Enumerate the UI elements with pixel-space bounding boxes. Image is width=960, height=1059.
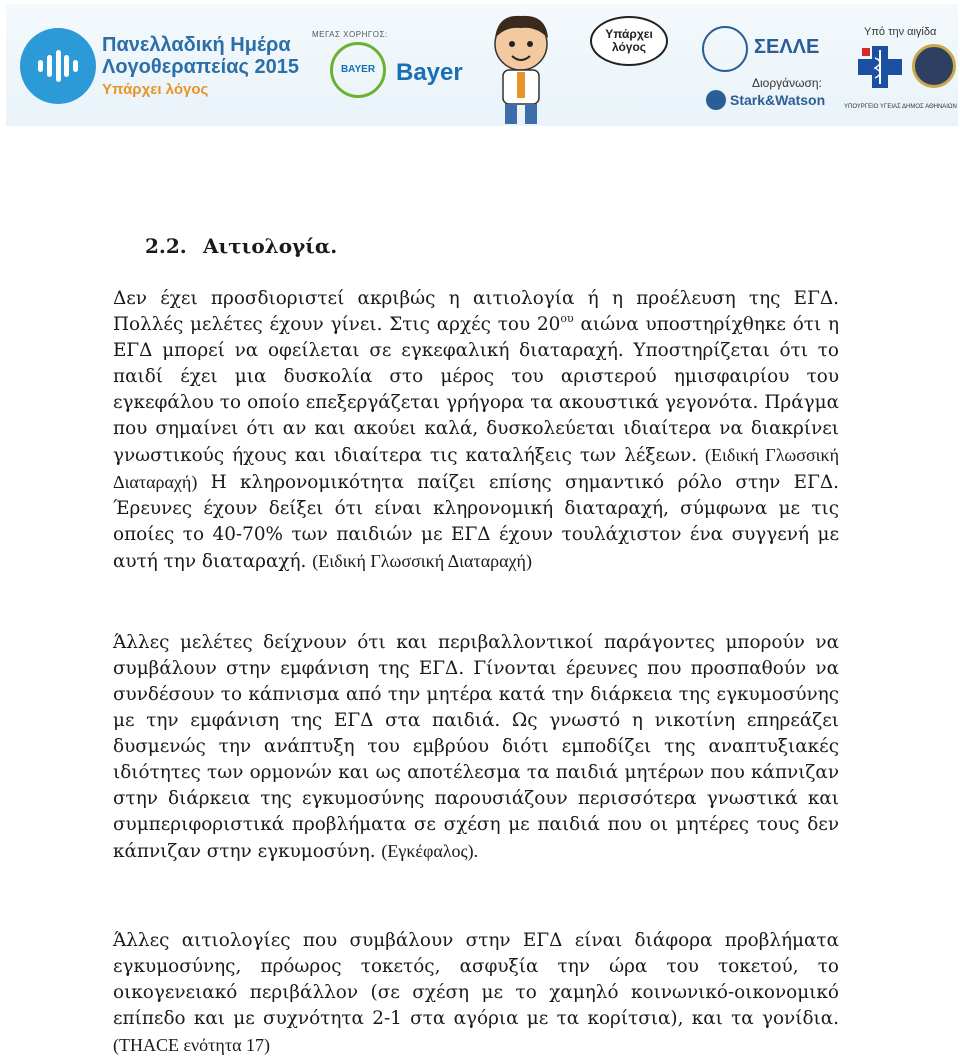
section-number: 2.2.: [145, 234, 187, 258]
bayer-cross-logo-icon: BAYER: [330, 42, 386, 98]
section-heading: [145, 234, 337, 258]
bayer-wordmark: Bayer: [396, 59, 463, 86]
event-tagline: Υπάρχει λόγος: [102, 81, 209, 98]
speech-bubble: Υπάρχει λόγος: [590, 16, 668, 66]
event-title: Πανελλαδική Ημέρα Λογοθεραπείας 2015: [102, 34, 299, 78]
citation: (Ειδική Γλωσσική Διαταραχή): [312, 551, 532, 571]
starkwatson-logo-icon: [706, 90, 726, 110]
paragraph-text: αιώνα υποστηρίχθηκε ότι η ΕΓΔ μπορεί να οφείλεται σε εγκεφαλική διαταραχή. Υποστηρίζεται ότι το παιδί έχει μια δυσκολία στο μέρος του αριστερού ημισφαιρίου του εγκεφάλου το οποίο επεξεργάζεται γρήγορα τα ακουστικά γεγονότα. Πράγμα που σημαίνει ότι αν και ακούει καλά, δυσκολεύεται ιδιαίτερα να διακρίνει γνωστικούς ήχους και ιδιαίτερα τις καταλήξεις των λέξεων.: [113, 314, 839, 466]
speech-bars-logo-icon: [20, 28, 96, 104]
selle-wordmark: ΣΕΛΛΕ: [754, 36, 820, 58]
ordinal-superscript: ου: [560, 312, 574, 325]
paragraph-environment: [113, 630, 839, 865]
municipality-seal-icon: [912, 44, 956, 88]
paragraph-other-causes: [113, 928, 839, 1059]
sponsor-label: ΜΕΓΑΣ ΧΟΡΗΓΟΣ:: [312, 30, 388, 39]
citation: (Εγκέφαλος).: [381, 841, 479, 861]
event-banner: [6, 4, 958, 126]
cartoon-boy-illustration-icon: [476, 8, 566, 126]
paragraph-text: Άλλες αιτιολογίες που συμβάλουν στην ΕΓΔ είναι διάφορα προβλήματα εγκυμοσύνης, πρόωρος τοκετός, ασφυξία την ώρα του τοκετού, το οικογενειακό περιβάλλον (σε σχέση με το χαμηλό κοινωνικό-οικονομικό επίπεδο και με συχνότητα 2-1 στα αγόρια με τα κορίτσια), και τα γονίδια.: [113, 930, 839, 1029]
paragraph-text: Η κληρονομικότητα παίζει επίσης σημαντικό ρόλο στην ΕΓΔ. Έρευνες έχουν δείξει ότι είναι κληρονομική διαταραχή, σύμφωνα με τις οποίες το 40-70% των παιδιών με ΕΓΔ έχουν τουλάχιστον ένα συγγενή με αυτή την διαταραχή.: [113, 472, 839, 572]
section-title: Αιτιολογία.: [203, 234, 338, 258]
paragraph-text: Δεν έχει προσδιοριστεί ακριβώς η αιτιολογία ή η προέλευση της ΕΓΔ. Πολλές μελέτες έχουν γίνει. Στις αρχές του 20: [113, 288, 839, 335]
citation: (Ειδική Γλωσσική Διαταραχή): [113, 445, 840, 492]
aegis-label: Υπό την αιγίδα: [864, 26, 937, 38]
selle-logo-icon: [702, 26, 748, 72]
ministry-of-health-logo-icon: [858, 46, 902, 88]
organizer-label: Διοργάνωση:: [752, 76, 822, 90]
paragraph-causes: [113, 286, 839, 575]
organizer-name: Stark&Watson: [730, 92, 826, 108]
paragraph-text: Άλλες μελέτες δείχνουν ότι και περιβαλλοντικοί παράγοντες μπορούν να συμβάλουν στην εμφάνιση της ΕΓΔ. Γίνονται έρευνες που προσπαθούν να συνδέσουν το κάπνισμα από την μητέρα κατά την διάρκεια της εγκυμοσύνης με την εμφάνιση της ΕΓΔ στα παιδιά. Ως γνωστό η νικοτίνη επηρεάζει δυσμενώς την ανάπτυξη του εμβρύου διότι εμποδίζει της αναπτυξιακές ιδιότητες των ορμονών και ως αποτέλεσμα τα παιδιά μητέρων που κάπνιζαν στην διάρκεια της εγκυμοσύνης παρουσιάζουν περισσότερα γνωστικά και συμπεριφοριστικά προβλήματα σε σχέση με παιδιά που οι μητέρες τους δεν κάπνιζαν στην εγκυμοσύνη.: [113, 632, 839, 862]
aegis-institutions: ΥΠΟΥΡΓΕΙΟ ΥΓΕΙΑΣ ΔΗΜΟΣ ΑΘΗΝΑΙΩΝ: [844, 104, 957, 110]
citation: (THACE ενότητα 17): [113, 1035, 270, 1055]
